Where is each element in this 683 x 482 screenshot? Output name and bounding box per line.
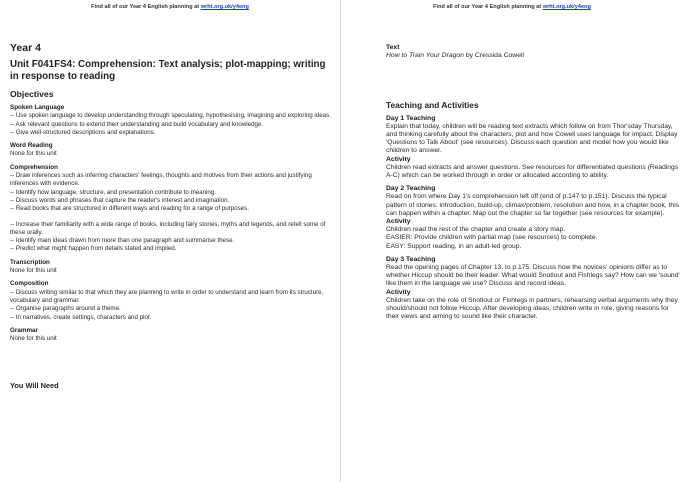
document-page-right [341, 0, 683, 482]
header-text: Find all of our Year 4 English planning at [433, 4, 543, 10]
section-title: Spoken Language [10, 104, 65, 111]
objective-line: -- Increase their familiarity with a wide range of books, including fairy stories, myths and legends, and retell some of these orally. [10, 220, 326, 236]
unit-title: Unit F041FS4: Comprehension: Text analysis; plot-mapping; writing in response to reading [10, 59, 326, 82]
section-title: Composition [10, 280, 49, 288]
day-title: Day 3 Teaching [386, 255, 436, 263]
day-3-block [386, 256, 683, 322]
day-1-block [386, 115, 683, 181]
teaching-activities-heading: Teaching and Activities [386, 99, 479, 110]
left-page-content [10, 42, 335, 390]
day-teaching-text: Read the opening pages of Chapter 13, to p.175. Discuss how the novices' opinions differ as to whether Hiccup should be their leader. What would Snotlout and Fishlegs say? How can we 'sound' like them in the language we use? Discuss and record ideas. [386, 264, 680, 288]
year-heading: Year 4 [10, 42, 41, 54]
page-header [0, 4, 340, 10]
activity-label: Activity [386, 288, 411, 296]
objective-line: -- Identify main ideas drawn from more than one paragraph and summarise these. [10, 237, 235, 245]
document-page-left [0, 0, 340, 482]
activity-label: Activity [386, 218, 411, 226]
activity-label: Activity [386, 155, 411, 163]
objectives-heading: Objectives [10, 89, 54, 99]
objective-line: -- Discuss writing similar to that which they are planning to write in order to understand and learn from its structure, vocabulary and grammar. [10, 288, 324, 304]
comprehension-section [10, 164, 335, 254]
activity-text: EASIER: Provide children with partial map (see resources) to complete. [386, 234, 598, 242]
section-title: Grammar [10, 326, 39, 334]
objective-line: -- Organise paragraphs around a theme. [10, 305, 121, 313]
planning-link[interactable]: wrht.org.uk/y4eng [542, 4, 591, 10]
objective-line: -- Ask relevant questions to extend their understanding and build vocabulary and knowledge. [10, 120, 264, 128]
activity-text: Children read the rest of the chapter and create a story map. [386, 226, 566, 234]
composition-section [10, 280, 335, 321]
transcription-section [10, 259, 335, 276]
section-text: None for this unit [10, 335, 57, 343]
book-reference [386, 52, 683, 60]
book-title: How to Train Your Dragon [386, 52, 464, 60]
section-title: Word Reading [10, 142, 53, 150]
day-teaching-text: Explain that today, children will be reading text extracts which follow on from Thor'sday Thursday, and thinking carefully about the characters, plot and how Cowell uses language for impact. Display 'Questions to Talk About' (see resources). Discuss each question and model how you would like children to answer. [386, 122, 678, 155]
header-text: Find all of our Year 4 English planning at [91, 4, 201, 10]
text-label: Text [386, 44, 400, 51]
objective-line: -- In narratives, create settings, characters and plot. [10, 313, 152, 321]
day-title: Day 2 Teaching [386, 185, 436, 193]
spoken-language-section [10, 104, 335, 137]
section-text: None for this unit [10, 267, 57, 275]
objective-line: -- Discuss words and phrases that capture the reader's interest and imagination. [10, 196, 230, 204]
grammar-section [10, 327, 335, 344]
day-2-block [386, 185, 683, 251]
objective-line: -- Give well-structured descriptions and explanations. [10, 128, 156, 136]
activity-text: EASY: Support reading, in an adult-led group. [386, 242, 522, 250]
you-will-need-heading: You Will Need [10, 381, 59, 391]
planning-link[interactable]: wrht.org.uk/y4eng [200, 4, 249, 10]
objective-line: -- Use spoken language to develop understanding through speculating, hypothesising, imagining and exploring ideas. [10, 112, 331, 120]
objective-line: -- Read books that are structured in different ways and reading for a range of purposes. [10, 205, 249, 213]
activity-text: Children take on the role of Snotlout or Fishlegs in partners, rehearsing verbal arguments why they should/should not follow Hiccup. After developing ideas, children write in role, giving reasons for their views and aiming to sound like their character. [386, 296, 678, 321]
section-text: None for this unit [10, 150, 57, 158]
page-header [341, 4, 683, 10]
book-author: by Cressida Cowell [463, 52, 525, 60]
objective-line: -- Identify how language, structure, and presentation contribute to meaning. [10, 188, 217, 196]
word-reading-section [10, 142, 335, 159]
day-teaching-text: Read on from where Day 1's comprehension left off (end of p.147 to p.151). Discuss the typical pattern of stories: introduction, build-up, climax/problem, resolution and how, in a chapter book, this can happen within a chapter. Map out the chapter so far together (see resources for example). [386, 193, 679, 217]
section-title: Transcription [10, 258, 50, 266]
right-page-content [386, 44, 683, 326]
section-title: Comprehension [10, 163, 58, 171]
objective-line: -- Draw inferences such as inferring characters' feelings, thoughts and motives from their actions and justifying inferences with evidence. [10, 172, 312, 188]
activity-text: Children read extracts and answer questions. See resources for differentiated questions (Readings A-C) which can be worked through in order or allocated according to ability. [386, 163, 679, 180]
objective-line: -- Predict what might happen from details stated and implied. [10, 245, 177, 253]
day-title: Day 1 Teaching [386, 114, 436, 122]
